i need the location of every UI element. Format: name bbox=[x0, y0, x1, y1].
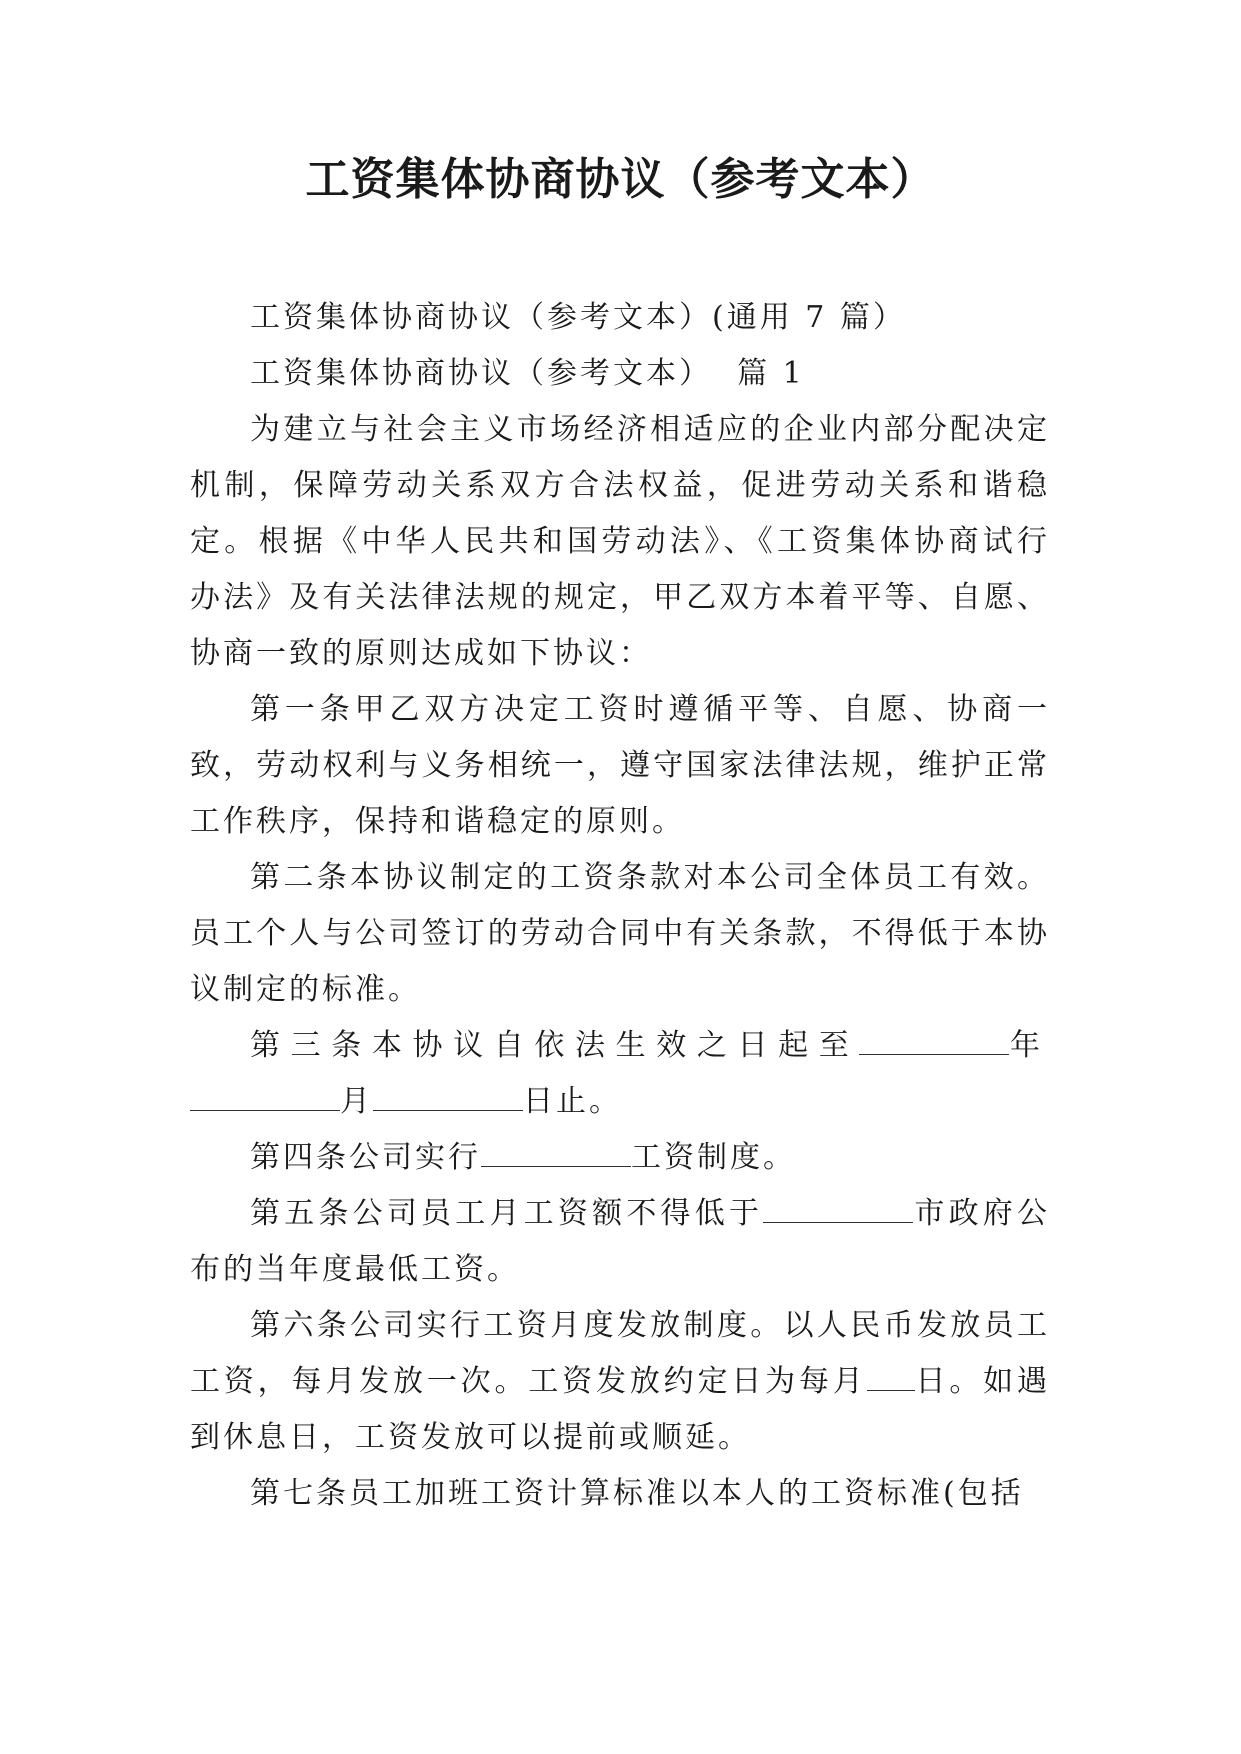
article-3-year-label: 年 bbox=[1009, 1028, 1050, 1063]
article-6 bbox=[190, 1298, 1050, 1466]
document-subtitle: 工资集体协商协议（参考文本）(通用 7 篇） bbox=[250, 300, 906, 335]
article-3-month-label: 月 bbox=[340, 1084, 373, 1119]
city-blank bbox=[763, 1192, 913, 1223]
month-blank bbox=[190, 1080, 340, 1111]
article-5-tail: 市政府公布的当年度最低工资。 bbox=[190, 1196, 1051, 1287]
year-blank bbox=[859, 1024, 1009, 1055]
article-2: 第二条本协议制定的工资条款对本公司全体员工有效。员工个人与公司签订的劳动合同中有关条款，不得低于本协议制定的标准。 bbox=[190, 860, 1050, 1007]
article-1: 第一条甲乙双方决定工资时遵循平等、自愿、协商一致，劳动权利与义务相统一，遵守国家法律法规，维护正常工作秩序，保持和谐稳定的原则。 bbox=[190, 692, 1050, 839]
document-title: 工资集体协商协议（参考文本） bbox=[305, 154, 936, 205]
article-3-day-label: 日止。 bbox=[523, 1084, 622, 1119]
document-body bbox=[190, 290, 1050, 1522]
article-3 bbox=[190, 1018, 1050, 1130]
article-4 bbox=[190, 1130, 1050, 1186]
article-6-tail: 日。如遇到休息日，工资发放可以提前或顺延。 bbox=[190, 1364, 1051, 1455]
day-blank bbox=[373, 1080, 523, 1111]
article-4-tail: 工资制度。 bbox=[631, 1140, 796, 1175]
article-3-text: 第三条本协议自依法生效之日起至 bbox=[250, 1028, 860, 1063]
section-heading: 工资集体协商协议（参考文本） 篇 1 bbox=[250, 356, 805, 391]
article-5-text: 第五条公司员工月工资额不得低于 bbox=[250, 1196, 764, 1231]
article-7: 第七条员工加班工资计算标准以本人的工资标准(包括 bbox=[250, 1476, 1024, 1511]
wage-system-blank bbox=[481, 1136, 631, 1167]
payday-blank bbox=[867, 1360, 915, 1391]
article-6-text: 第六条公司实行工资月度发放制度。以人民币发放员工工资，每月发放一次。工资发放约定日为每月 bbox=[190, 1308, 1050, 1399]
article-4-text: 第四条公司实行 bbox=[250, 1140, 481, 1175]
article-5 bbox=[190, 1186, 1050, 1298]
preamble-paragraph: 为建立与社会主义市场经济相适应的企业内部分配决定机制，保障劳动关系双方合法权益，促进劳动关系和谐稳定。根据《中华人民共和国劳动法》、《工资集体协商试行办法》及有关法律法规的规定，甲乙双方本着平等、自愿、协商一致的原则达成如下协议： bbox=[190, 412, 1050, 671]
